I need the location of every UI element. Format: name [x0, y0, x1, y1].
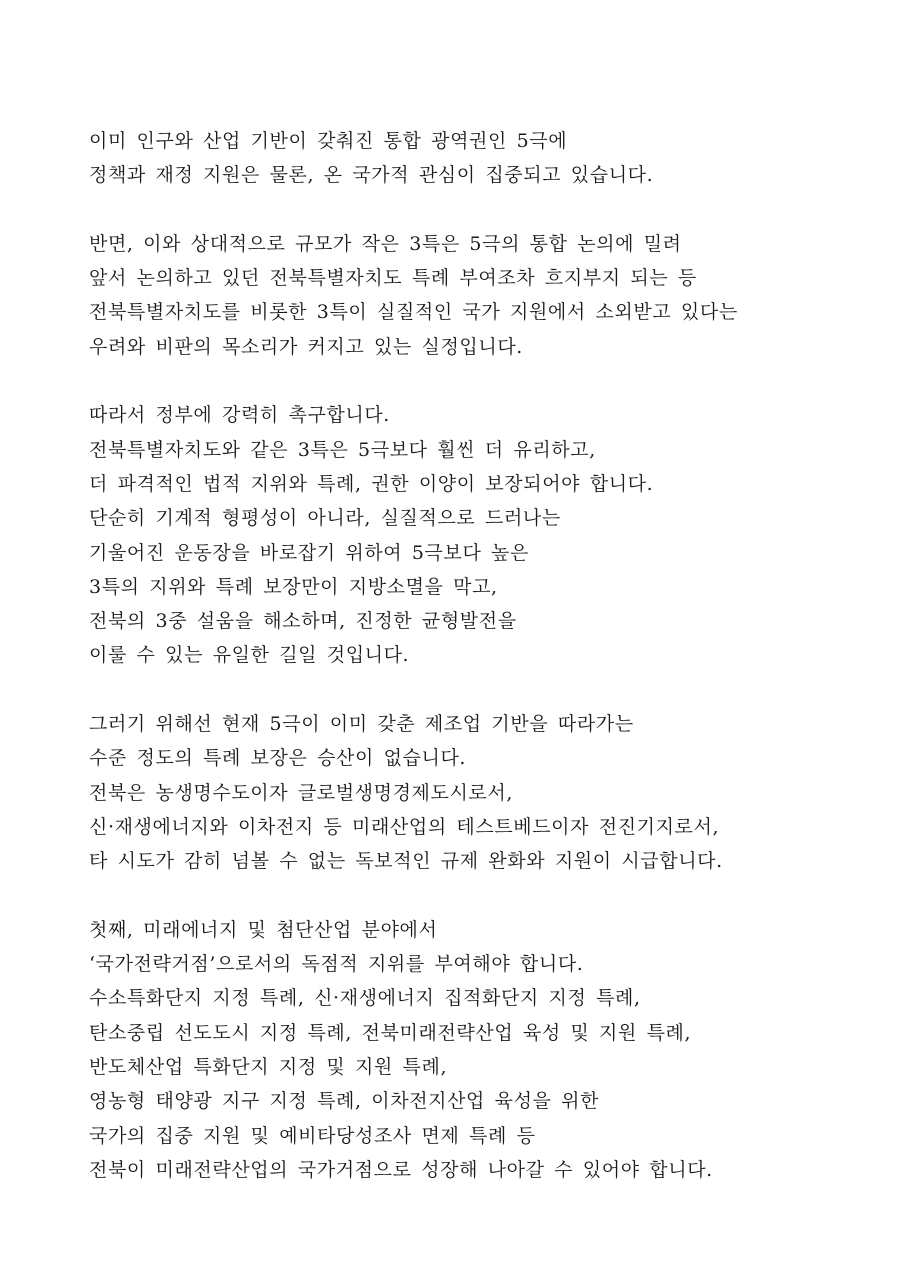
text-line: 신·재생에너지와 이차전지 등 미래산업의 테스트베드이자 전진기지로서, — [89, 815, 720, 838]
text-line: 전북특별자치도를 비롯한 3특이 실질적인 국가 지원에서 소외받고 있다는 — [89, 301, 738, 324]
text-line: 따라서 정부에 강력히 촉구합니다. — [89, 404, 390, 427]
text-line: 첫째, 미래에너지 및 첨단산업 분야에서 — [89, 918, 438, 941]
text-line: 수준 정도의 특례 보장은 승산이 없습니다. — [89, 747, 467, 770]
text-line: 그러기 위해선 현재 5극이 이미 갖춘 제조업 기반을 따라가는 — [89, 713, 634, 736]
text-line: 전북이 미래전략산업의 국가거점으로 성장해 나아갈 수 있어야 합니다. — [89, 1158, 713, 1181]
text-line: 국가의 집중 지원 및 예비타당성조사 면제 특례 등 — [89, 1124, 536, 1147]
text-line: 앞서 논의하고 있던 전북특별자치도 특례 부여조차 흐지부지 되는 등 — [89, 267, 697, 290]
text-line: 타 시도가 감히 넘볼 수 없는 독보적인 규제 완화와 지원이 시급합니다. — [89, 850, 723, 873]
document-body — [89, 124, 879, 1222]
text-line: 수소특화단지 지정 특례, 신·재생에너지 집적화단지 지정 특례, — [89, 987, 641, 1010]
text-line: ‘국가전략거점’으로서의 독점적 지위를 부여해야 합니다. — [89, 953, 584, 976]
text-line: 전북의 3중 설움을 해소하며, 진정한 균형발전을 — [89, 610, 517, 633]
text-line: 더 파격적인 법적 지위와 특례, 권한 이양이 보장되어야 합니다. — [89, 472, 654, 495]
text-line: 우려와 비판의 목소리가 커지고 있는 실정입니다. — [89, 335, 523, 358]
paragraph-2 — [89, 227, 879, 364]
text-line: 기울어진 운동장을 바로잡기 위하여 5극보다 높은 — [89, 541, 529, 564]
text-line: 탄소중립 선도도시 지정 특례, 전북미래전략산업 육성 및 지원 특례, — [89, 1021, 692, 1044]
text-line: 영농형 태양광 지구 지정 특례, 이차전지산업 육성을 위한 — [89, 1090, 600, 1113]
text-line: 3특의 지위와 특례 보장만이 지방소멸을 막고, — [89, 575, 498, 598]
text-line: 정책과 재정 지원은 물론, 온 국가적 관심이 집중되고 있습니다. — [89, 164, 654, 187]
paragraph-5 — [89, 913, 879, 1187]
text-line: 전북은 농생명수도이자 글로벌생명경제도시로서, — [89, 781, 513, 804]
paragraph-1 — [89, 124, 879, 193]
text-line: 전북특별자치도와 같은 3특은 5극보다 훨씬 더 유리하고, — [89, 438, 596, 461]
text-line: 이룰 수 있는 유일한 길일 것입니다. — [89, 644, 410, 667]
paragraph-4 — [89, 707, 879, 878]
paragraph-3 — [89, 398, 879, 672]
text-line: 반면, 이와 상대적으로 규모가 작은 3특은 5극의 통합 논의에 밀려 — [89, 232, 682, 255]
text-line: 이미 인구와 산업 기반이 갖춰진 통합 광역권인 5극에 — [89, 130, 568, 152]
text-line: 단순히 기계적 형평성이 아니라, 실질적으로 드러나는 — [89, 507, 561, 530]
text-line: 반도체산업 특화단지 지정 및 지원 특례, — [89, 1056, 448, 1079]
